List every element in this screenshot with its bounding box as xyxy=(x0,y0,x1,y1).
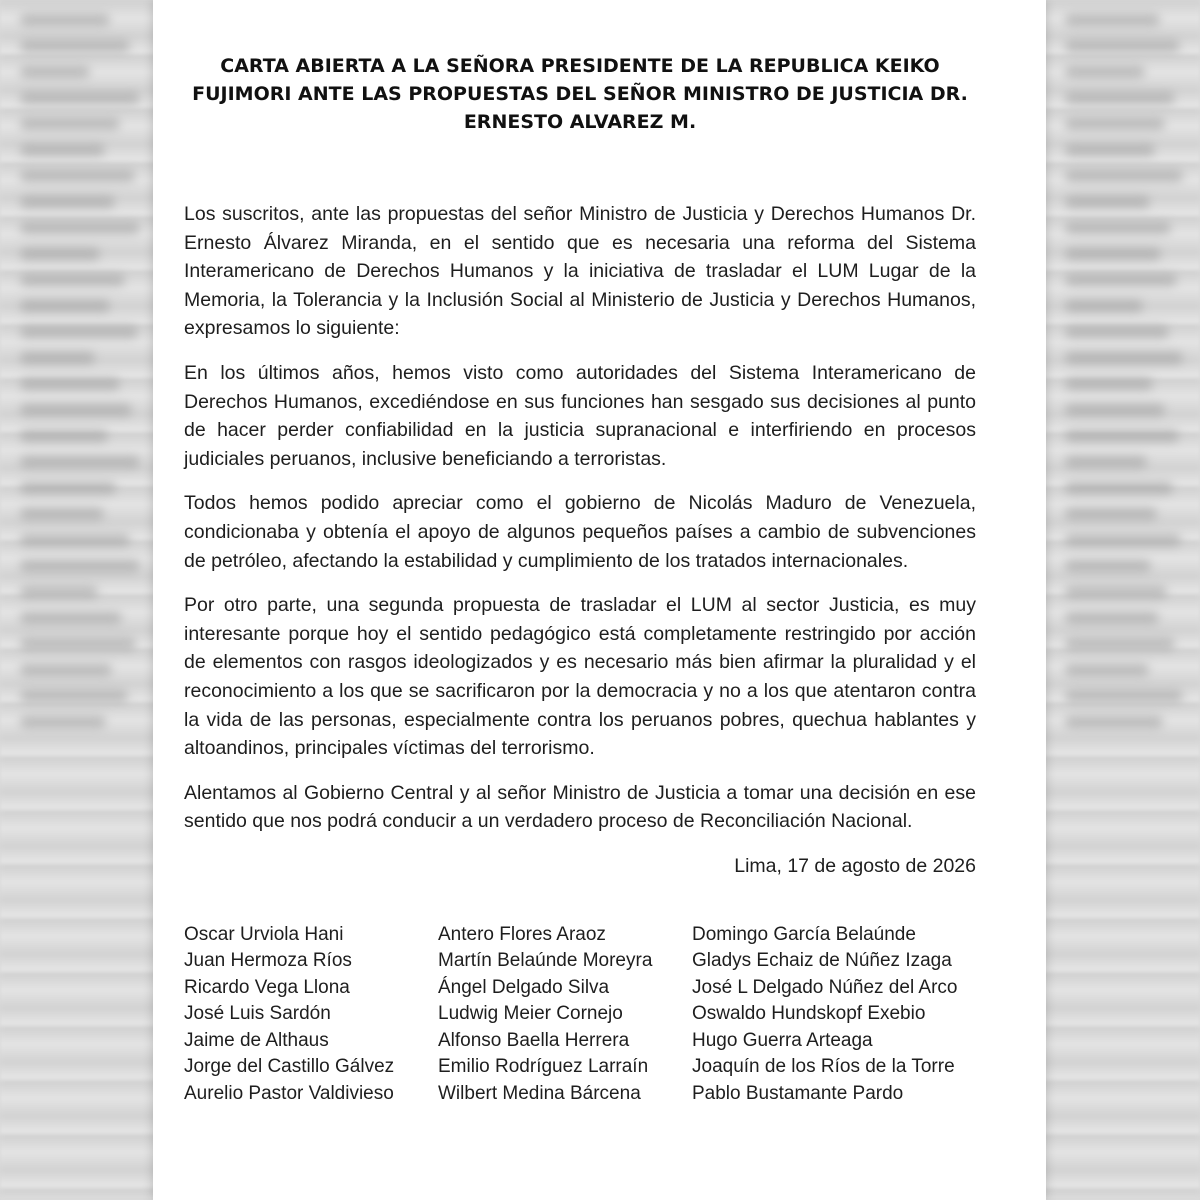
paragraph-intro: Los suscritos, ante las propuestas del señor Ministro de Justicia y Derechos Humanos Dr. Ernesto Álvarez Miranda, en el sentido que es necesaria una reforma del Sistema Interamericano de Derechos Humanos y la iniciativa de trasladar el LUM Lugar de la Memoria, la Tolerancia y la Inclusión Social al Ministerio de Justicia y Derechos Humanos, expresamos lo siguiente: xyxy=(184,203,976,340)
signatory-name: Jorge del Castillo Gálvez xyxy=(184,1056,395,1078)
signatory-name: Ángel Delgado Silva xyxy=(438,976,610,998)
signatories-list xyxy=(184,922,976,1108)
letter-content xyxy=(184,52,976,1107)
blurred-margin-left xyxy=(0,0,160,1200)
letter-date: Lima, 17 de agosto de 2026 xyxy=(734,854,976,877)
signatory-name: Oscar Urviola Hani xyxy=(184,923,344,945)
signatories-column-3 xyxy=(692,922,976,1108)
paragraph-lum: Por otro parte, una segunda propuesta de trasladar el LUM al sector Justicia, es muy interesante porque hoy el sentido pedagógico está completamente restringido por acción de elementos con rasgos ideologizados y es necesario más bien afirmar la pluralidad y el reconocimiento a los que se sacrificaron por la democracia y no a los que atentaron contra la vida de las personas, especialmente contra los peruanos pobres, quechua hablantes y altoandinos, principales víctimas del terrorismo. xyxy=(184,594,976,760)
signatories-column-1 xyxy=(184,922,438,1108)
signatory-name: Ludwig Meier Cornejo xyxy=(438,1003,623,1025)
blurred-margin-right xyxy=(1045,0,1200,1200)
paragraph-sistema-interamericano: En los últimos años, hemos visto como autoridades del Sistema Interamericano de Derechos Humanos, excediéndose en sus funciones han sesgado sus decisiones al punto de hacer perder confiabilidad en la justicia supranacional e interfiriendo en procesos judiciales peruanos, inclusive beneficiando a terroristas. xyxy=(184,361,976,470)
paragraph-venezuela: Todos hemos podido apreciar como el gobierno de Nicolás Maduro de Venezuela, condicionaba y obtenía el apoyo de algunos pequeños países a cambio de subvenciones de petróleo, afectando la estabilidad y cumplimiento de los tratados internacionales. xyxy=(184,492,976,572)
signatory-name: José L Delgado Núñez del Arco xyxy=(692,976,958,998)
signatory-name: Pablo Bustamante Pardo xyxy=(692,1082,904,1104)
signatory-name: Martín Belaúnde Moreyra xyxy=(438,950,653,972)
signatory-name: Emilio Rodríguez Larraín xyxy=(438,1056,649,1078)
signatory-name: Wilbert Medina Bárcena xyxy=(438,1082,641,1104)
signatory-name: Joaquín de los Ríos de la Torre xyxy=(692,1056,955,1078)
signatory-name: Gladys Echaiz de Núñez Izaga xyxy=(692,950,952,972)
signatory-name: Ricardo Vega Llona xyxy=(184,976,350,998)
signatory-name: Juan Hermoza Ríos xyxy=(184,950,352,972)
signatory-name: Jaime de Althaus xyxy=(184,1029,329,1051)
paragraph-closing: Alentamos al Gobierno Central y al señor Ministro de Justicia a tomar una decisión en ese sentido que nos podrá conducir a un verdadero proceso de Reconciliación Nacional. xyxy=(184,781,976,833)
signatory-name: Aurelio Pastor Valdivieso xyxy=(184,1082,394,1104)
signatory-name: Hugo Guerra Arteaga xyxy=(692,1029,873,1051)
signatories-column-2 xyxy=(438,922,692,1108)
signatory-name: José Luis Sardón xyxy=(184,1003,331,1025)
letter-page xyxy=(153,0,1046,1200)
letter-title: CARTA ABIERTA A LA SEÑORA PRESIDENTE DE LA REPUBLICA KEIKO FUJIMORI ANTE LAS PROPUESTAS DEL SEÑOR MINISTRO DE JUSTICIA DR. ERNESTO ALVAREZ M. xyxy=(192,55,968,133)
signatory-name: Alfonso Baella Herrera xyxy=(438,1029,630,1051)
signatory-name: Domingo García Belaúnde xyxy=(692,923,916,945)
signatory-name: Oswaldo Hundskopf Exebio xyxy=(692,1003,926,1025)
signatory-name: Antero Flores Araoz xyxy=(438,923,606,945)
